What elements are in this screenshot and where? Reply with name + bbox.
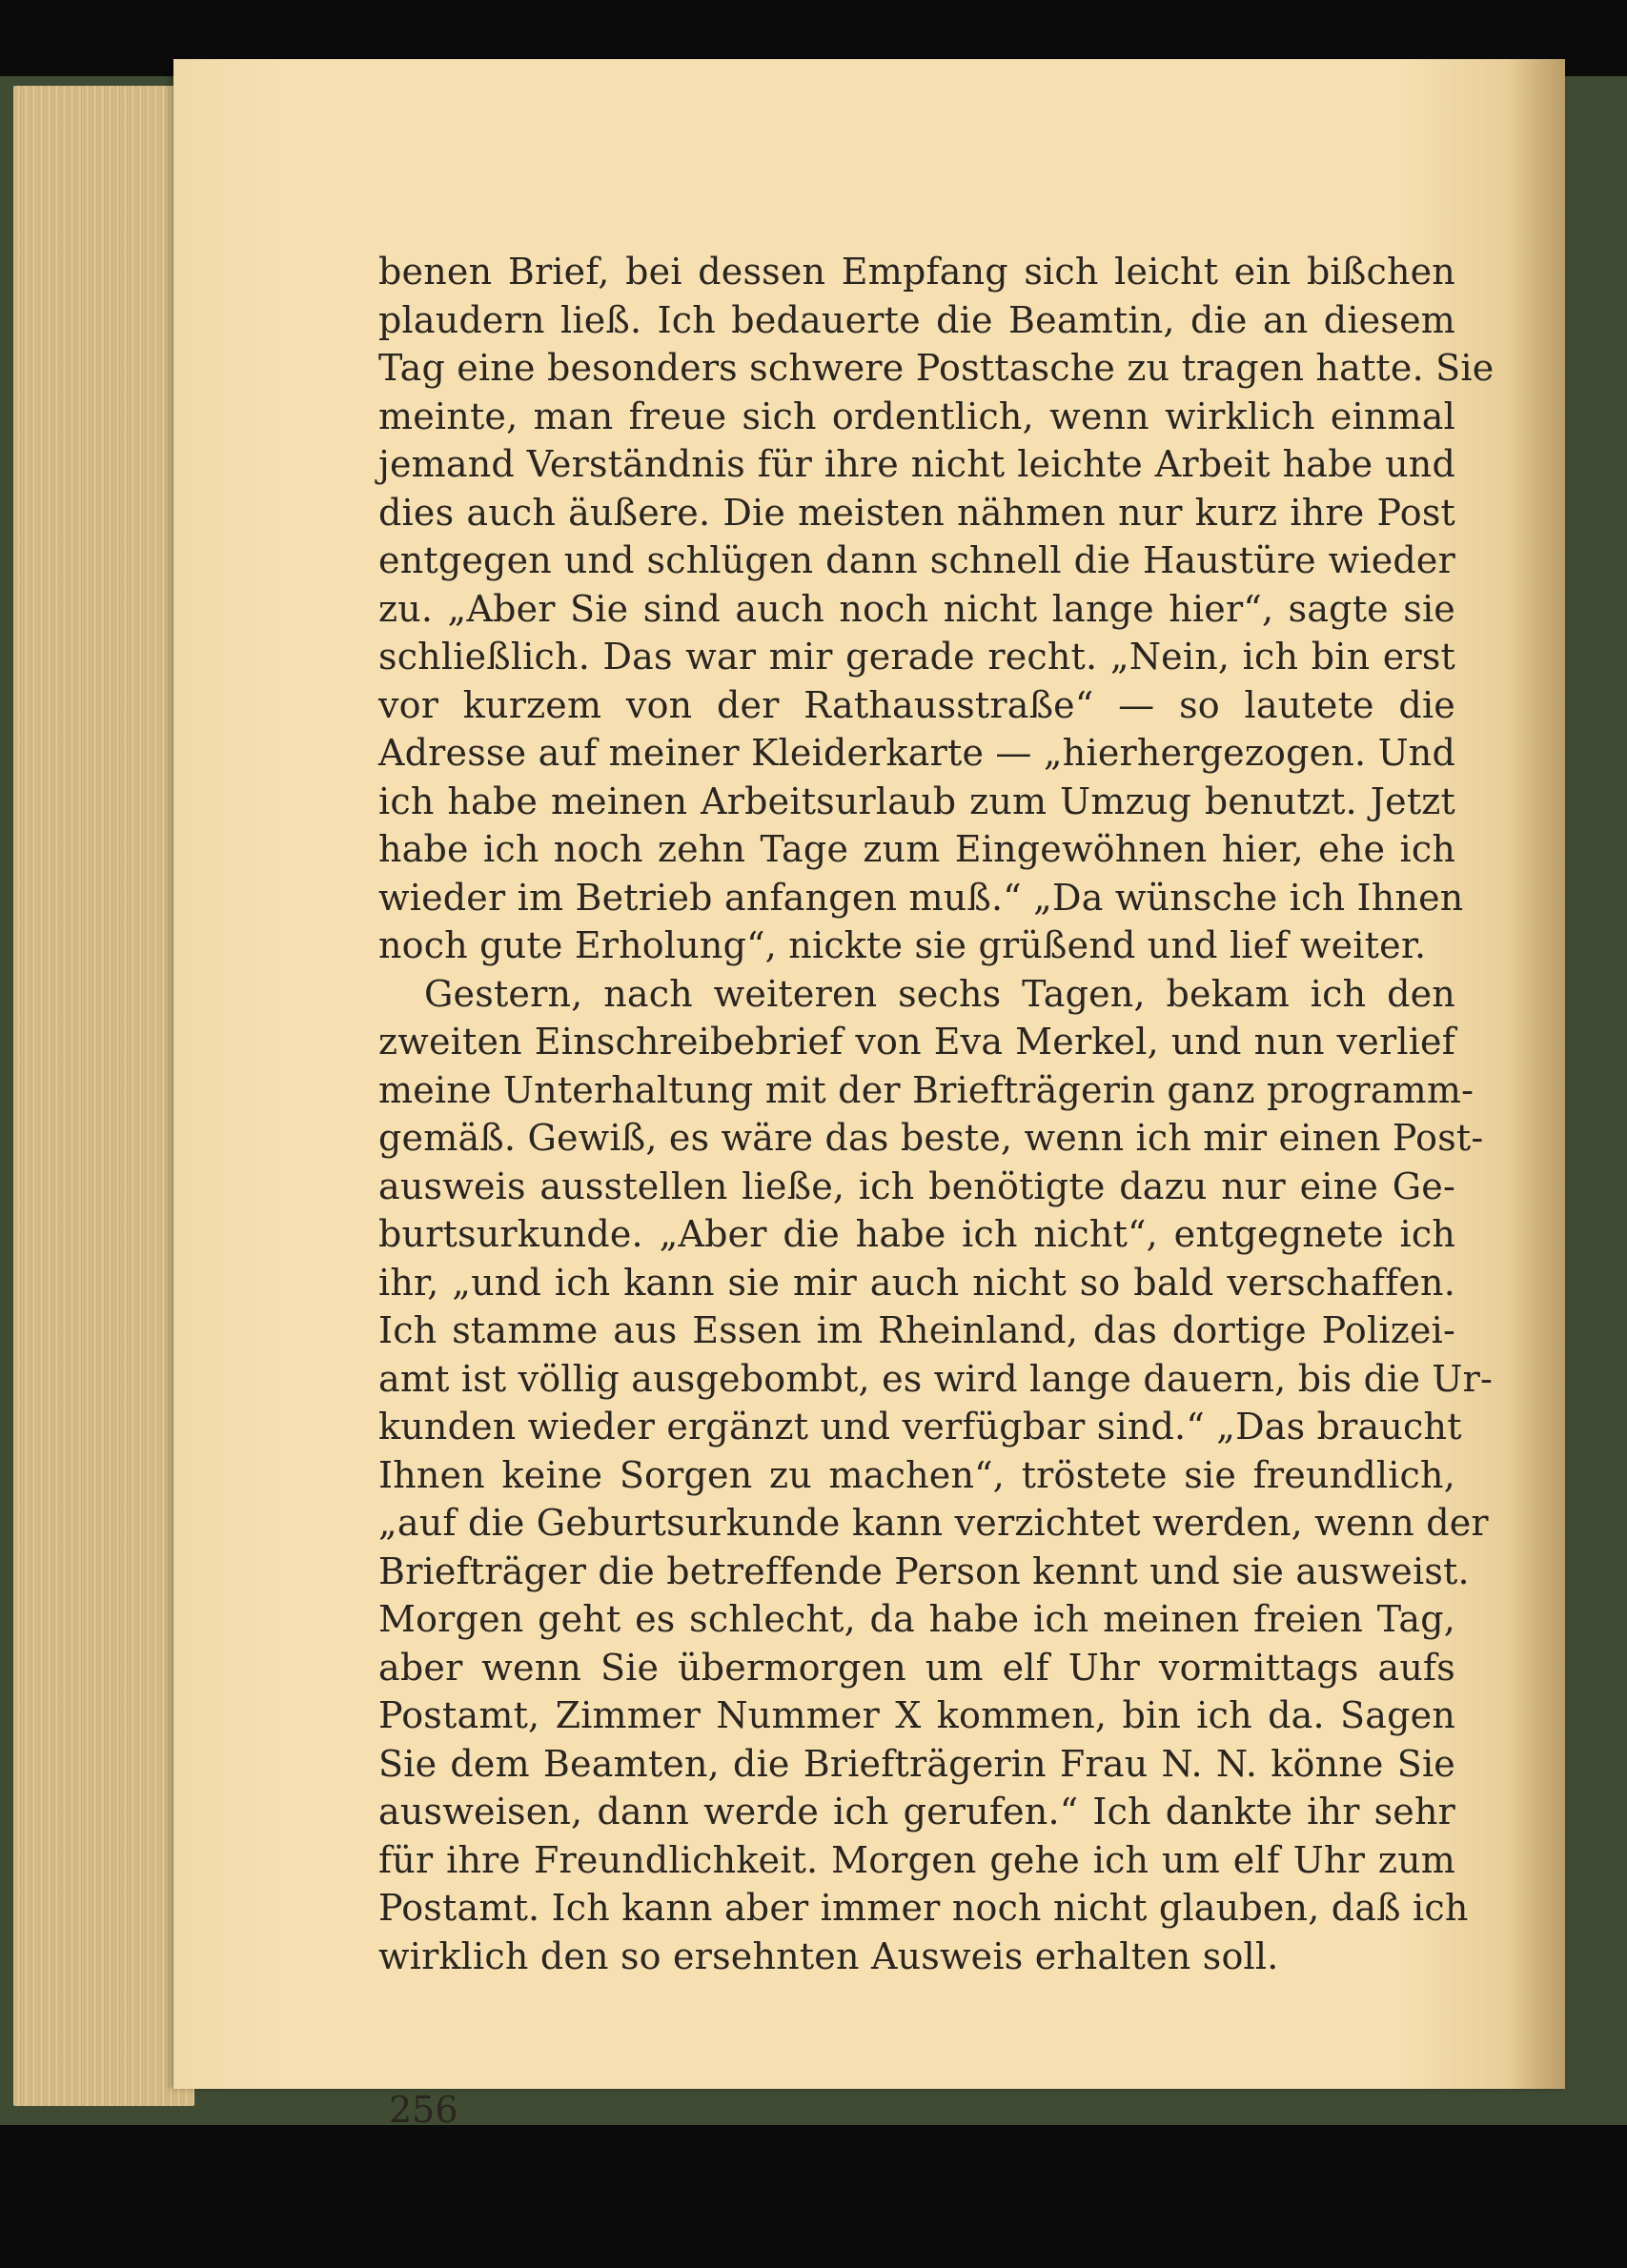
text-line: kunden wieder ergänzt und verfügbar sind.“ „Das braucht: [378, 1406, 1462, 1448]
text-line: Briefträger die betreffende Person kennt und sie ausweist.: [378, 1549, 1470, 1592]
text-line: Postamt, Zimmer Nummer X kommen, bin ich da. Sagen: [378, 1694, 1455, 1736]
text-line: ich habe meinen Arbeitsurlaub zum Umzug benutzt. Jetzt: [378, 780, 1455, 822]
text-line: dies auch äußere. Die meisten nähmen nur kurz ihre Post: [378, 491, 1455, 534]
text-line: Adresse auf meiner Kleiderkarte — „hierhergezogen. Und: [378, 732, 1455, 774]
text-line: noch gute Erholung“, nickte sie grüßend und lief weiter.: [378, 924, 1427, 966]
text-line: ihr, „und ich kann sie mir auch nicht so bald verschaffen.: [378, 1261, 1455, 1304]
text-line: Ich stamme aus Essen im Rheinland, das dortige Polizei-: [378, 1309, 1455, 1351]
text-line: Postamt. Ich kann aber immer noch nicht glauben, daß ich: [378, 1887, 1469, 1929]
page-gutter-shadow: [1508, 59, 1565, 2089]
text-line: „auf die Geburtsurkunde kann verzichtet werden, wenn der: [378, 1502, 1489, 1544]
text-line: jemand Verständnis für ihre nicht leichte Arbeit habe und: [378, 443, 1455, 485]
text-line: habe ich noch zehn Tage zum Eingewöhnen hier, ehe ich: [378, 828, 1455, 870]
text-line: entgegen und schlügen dann schnell die Haustüre wieder: [378, 539, 1455, 581]
text-line: gemäß. Gewiß, es wäre das beste, wenn ich mir einen Post-: [378, 1117, 1484, 1159]
book-page: [173, 59, 1565, 2131]
text-line: zu. „Aber Sie sind auch noch nicht lange hier“, sagte sie: [378, 587, 1455, 630]
text-line: benen Brief, bei dessen Empfang sich leicht ein bißchen: [378, 251, 1455, 293]
page-edges: [13, 86, 194, 2106]
text-line: für ihre Freundlichkeit. Morgen gehe ich um elf Uhr zum: [378, 1838, 1455, 1881]
text-line: Ihnen keine Sorgen zu machen“, tröstete sie freundlich,: [378, 1453, 1455, 1496]
page-number: 256: [389, 2089, 458, 2131]
text-line: plaudern ließ. Ich bedauerte die Beamtin, die an diesem: [378, 298, 1455, 341]
text-line-paragraph-start: Gestern, nach weiteren sechs Tagen, bekam ich den: [424, 972, 1455, 1015]
text-line: schließlich. Das war mir gerade recht. „Nein, ich bin erst: [378, 636, 1455, 678]
text-line: ausweis ausstellen ließe, ich benötigte dazu nur eine Ge-: [378, 1164, 1455, 1207]
text-line: burtsurkunde. „Aber die habe ich nicht“, entgegnete ich: [378, 1213, 1455, 1255]
text-line: ausweisen, dann werde ich gerufen.“ Ich dankte ihr sehr: [378, 1791, 1455, 1833]
text-line: Sie dem Beamten, die Briefträgerin Frau N. N. könne Sie: [378, 1742, 1455, 1785]
text-line: Morgen geht es schlecht, da habe ich meinen freien Tag,: [378, 1598, 1455, 1640]
text-line: meinte, man freue sich ordentlich, wenn wirklich einmal: [378, 395, 1455, 437]
body-text: [378, 248, 1495, 1980]
text-line: aber wenn Sie übermorgen um elf Uhr vormittags aufs: [378, 1646, 1455, 1689]
text-line: vor kurzem von der Rathausstraße“ — so lautete die: [378, 683, 1455, 726]
text-line: wirklich den so ersehnten Ausweis erhalten soll.: [378, 1934, 1279, 1977]
text-line: amt ist völlig ausgebombt, es wird lange dauern, bis die Ur-: [378, 1357, 1494, 1400]
text-line: wieder im Betrieb anfangen muß.“ „Da wünsche ich Ihnen: [378, 876, 1464, 919]
text-line: meine Unterhaltung mit der Briefträgerin ganz programm-: [378, 1068, 1474, 1111]
text-line: Tag eine besonders schwere Posttasche zu tragen hatte. Sie: [378, 347, 1495, 389]
text-line: zweiten Einschreibebrief von Eva Merkel, und nun verlief: [378, 1021, 1455, 1063]
